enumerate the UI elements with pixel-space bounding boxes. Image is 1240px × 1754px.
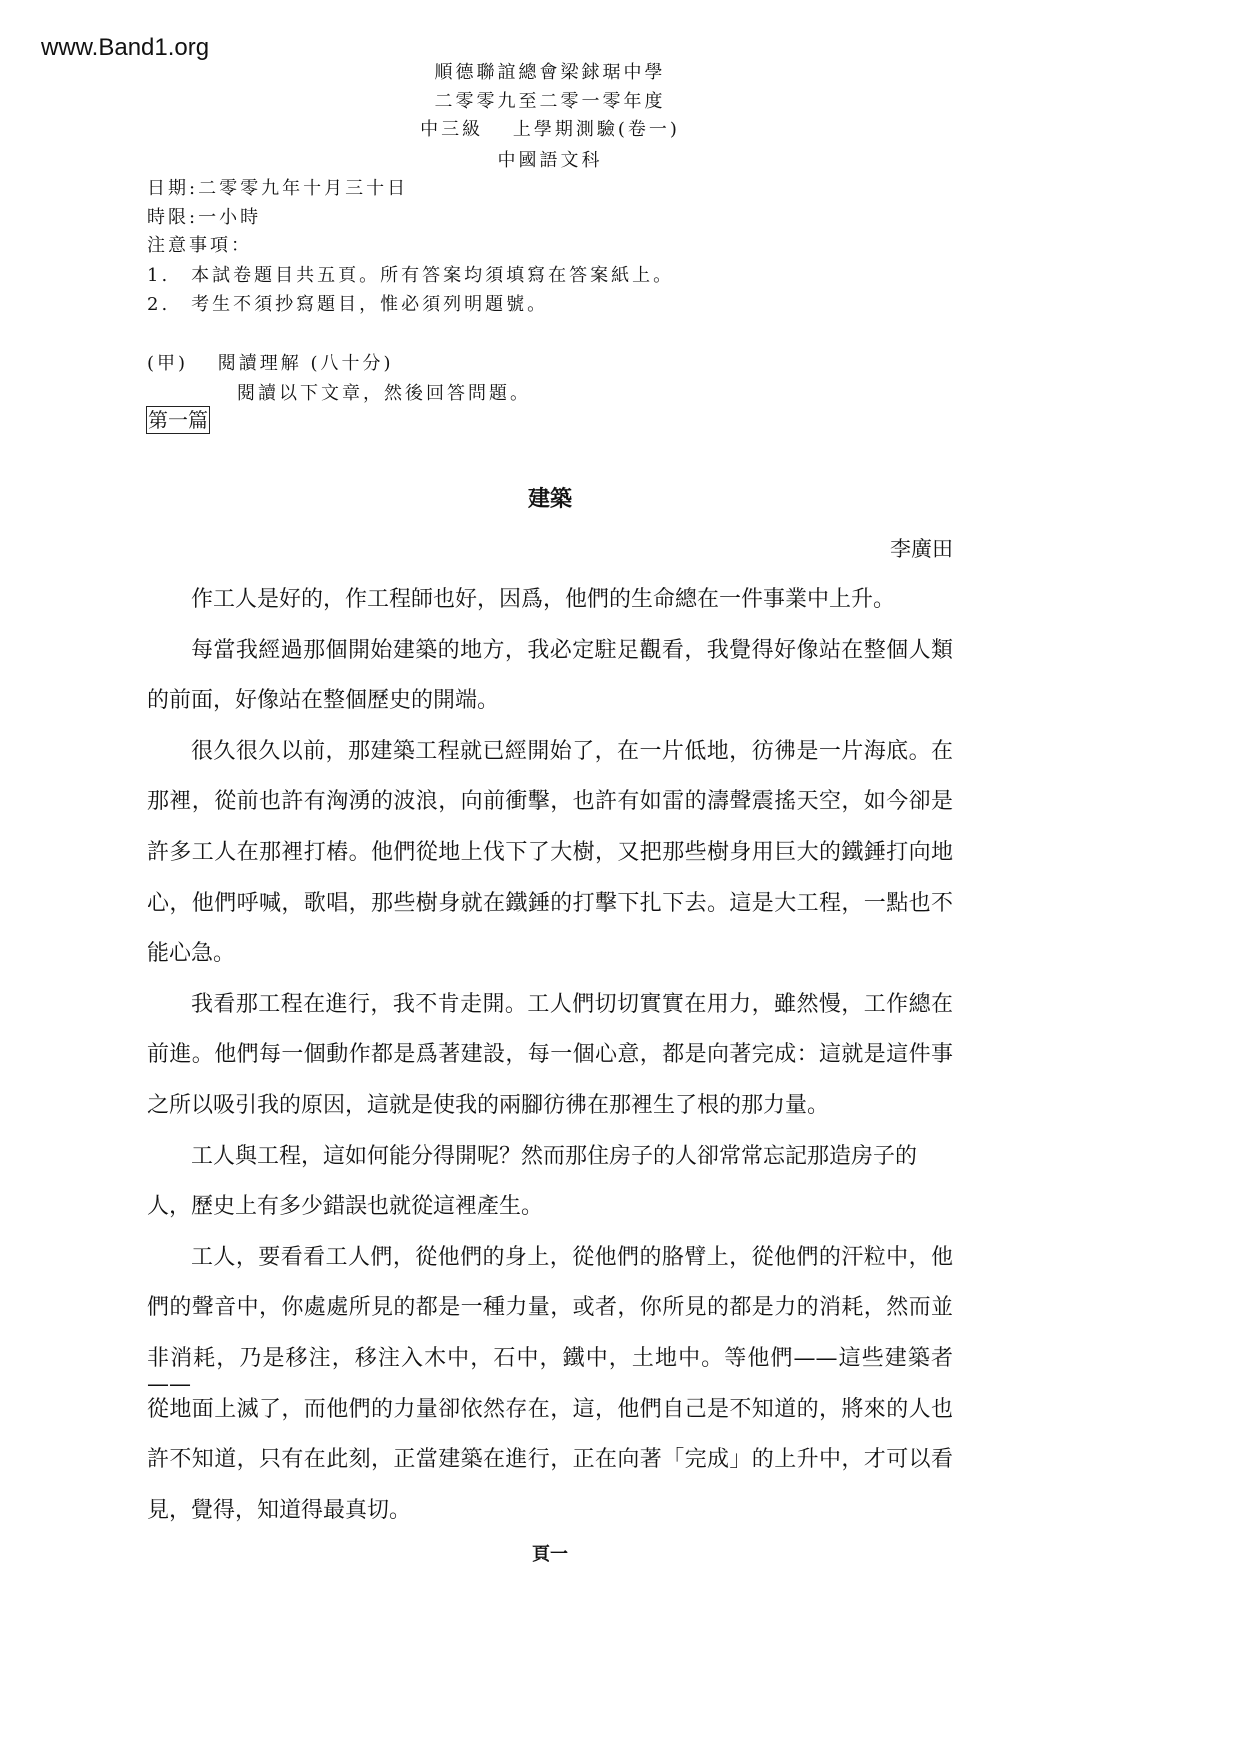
page-number: 頁一 — [532, 1544, 568, 1565]
article-line: 作工人是好的，作工程師也好，因爲，他們的生命總在一件事業中上升。 — [191, 587, 896, 612]
article-line: 們的聲音中，你處處所見的都是一種力量，或者，你所見的都是力的消耗，然而並 — [147, 1295, 953, 1321]
watermark-url: www.Band1.org — [41, 34, 210, 61]
article-line: 心，他們呼喊，歌唱，那些樹身就在鐵錘的打擊下扎下去。這是大工程，一點也不 — [147, 890, 953, 916]
time-limit: 時限:一小時 — [147, 207, 262, 228]
exam-name: 中三級 上學期測驗(卷一) — [420, 119, 680, 140]
article-line: 之所以吸引我的原因，這就是使我的兩腳彷彿在那裡生了根的那力量。 — [147, 1093, 830, 1118]
article-line: 很久很久以前，那建築工程就已經開始了，在一片低地，彷彿是一片海底。在 — [191, 738, 953, 764]
article-line: 那裡，從前也許有洶湧的波浪，向前衝擊，也許有如雷的濤聲震搖天空，如今卻是 — [147, 789, 953, 815]
notes-title: 注意事項： — [147, 235, 252, 256]
section-instruction: 閱讀以下文章，然後回答問題。 — [237, 383, 531, 404]
subject-name: 中國語文科 — [497, 150, 603, 171]
academic-year: 二零零九至二零一零年度 — [434, 91, 666, 112]
article-author: 李廣田 — [890, 537, 953, 561]
section-title: (甲) 閱讀理解 (八十分) — [147, 353, 394, 374]
school-name: 順德聯誼總會梁銶琚中學 — [434, 62, 666, 83]
passage-label: 第一篇 — [148, 408, 208, 432]
article-line: 非消耗，乃是移注，移注入木中，石中，鐵中，土地中。等他們——這些建築者—— — [147, 1346, 953, 1397]
note-1: 1. 本試卷題目共五頁。所有答案均須填寫在答案紙上。 — [147, 265, 675, 286]
article-line: 工人，要看看工人們，從他們的身上，從他們的胳臂上，從他們的汗粒中，他 — [191, 1244, 953, 1270]
article-line: 許不知道，只有在此刻，正當建築在進行，正在向著「完成」的上升中，才可以看 — [147, 1447, 953, 1473]
article-line: 從地面上滅了，而他們的力量卻依然存在，這，他們自己是不知道的，將來的人也 — [147, 1396, 953, 1422]
article-line: 每當我經過那個開始建築的地方，我必定駐足觀看，我覺得好像站在整個人類 — [191, 637, 953, 663]
note-2: 2. 考生不須抄寫題目，惟必須列明題號。 — [147, 294, 549, 315]
article-line: 許多工人在那裡打樁。他們從地上伐下了大樹，又把那些樹身用巨大的鐵錘打向地 — [147, 840, 953, 865]
article-title: 建築 — [527, 486, 572, 512]
article-line: 我看那工程在進行，我不肯走開。工人們切切實實在用力，雖然慢，工作總在 — [191, 991, 953, 1017]
exam-date: 日期:二零零九年十月三十日 — [147, 178, 409, 199]
article-line: 能心急。 — [147, 941, 236, 967]
article-line: 見，覺得，知道得最真切。 — [147, 1497, 412, 1523]
article-line: 的前面，好像站在整個歷史的開端。 — [147, 688, 500, 714]
article-line: 工人與工程，這如何能分得開呢？然而那住房子的人卻常常忘記那造房子的 — [191, 1143, 918, 1169]
article-line: 人，歷史上有多少錯誤也就從這裡產生。 — [147, 1194, 544, 1220]
article-line: 前進。他們每一個動作都是爲著建設，每一個心意，都是向著完成：這就是這件事 — [147, 1042, 953, 1068]
